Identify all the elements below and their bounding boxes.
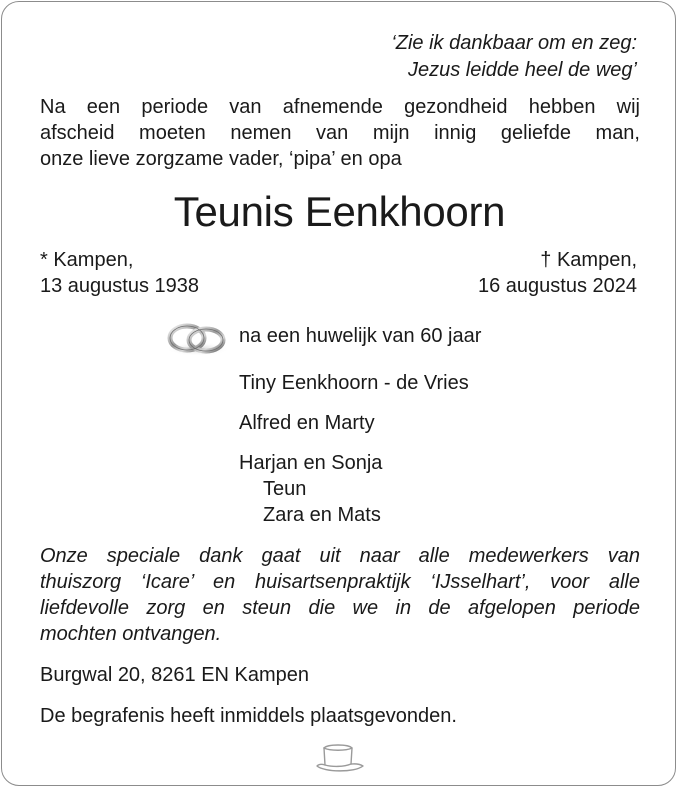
grandchild-2: Zara en Mats <box>263 504 381 526</box>
death-notice-card <box>1 1 676 786</box>
thanks-line-4: mochten ontvangen. <box>40 623 222 645</box>
child-family-2 <box>239 450 382 528</box>
thanks-line-3: liefdevolle zorg en steun die we in de afgelopen periode <box>40 597 640 619</box>
child-family-2-names: Harjan en Sonja <box>239 452 383 474</box>
intro-line-3: onze lieve zorgzame vader, ‘pipa’ en opa <box>40 148 402 170</box>
thanks-line-1: Onze speciale dank gaat uit naar alle medewerkers van <box>40 545 640 567</box>
spouse-name: Tiny Eenkhoorn - de Vries <box>239 372 469 394</box>
birth-date: 13 augustus 1938 <box>40 275 200 297</box>
quote-line-2: Jezus leidde heel de weg’ <box>407 59 637 81</box>
birth-place: * Kampen, <box>40 249 134 271</box>
grandchild-1: Teun <box>263 478 307 500</box>
wedding-rings-icon <box>162 318 232 358</box>
thanks-line-2: thuiszorg ‘Icare’ en huisartsenpraktijk ‘IJsselhart’, voor alle <box>40 571 640 593</box>
thanks-paragraph <box>40 543 640 647</box>
intro-paragraph <box>40 94 640 172</box>
child-family-1: Alfred en Marty <box>239 412 375 434</box>
intro-line-2: afscheid moeten nemen van mijn innig geliefde man, <box>40 122 640 144</box>
death-place: † Kampen, <box>540 249 637 271</box>
deceased-name: Teunis Eenkhoorn <box>173 188 506 235</box>
top-hat-icon <box>314 740 366 776</box>
correspondence-address: Burgwal 20, 8261 EN Kampen <box>40 664 310 686</box>
birth-info <box>40 247 199 299</box>
death-date: 16 augustus 2024 <box>477 275 637 297</box>
death-info <box>478 247 637 299</box>
intro-line-1: Na een periode van afnemende gezondheid hebben wij <box>40 96 640 118</box>
marriage-text: na een huwelijk van 60 jaar <box>239 325 482 347</box>
quote-line-1: ‘Zie ik dankbaar om en zeg: <box>391 32 637 54</box>
funeral-note: De begrafenis heeft inmiddels plaatsgevonden. <box>40 705 457 727</box>
bible-quote <box>391 30 637 84</box>
